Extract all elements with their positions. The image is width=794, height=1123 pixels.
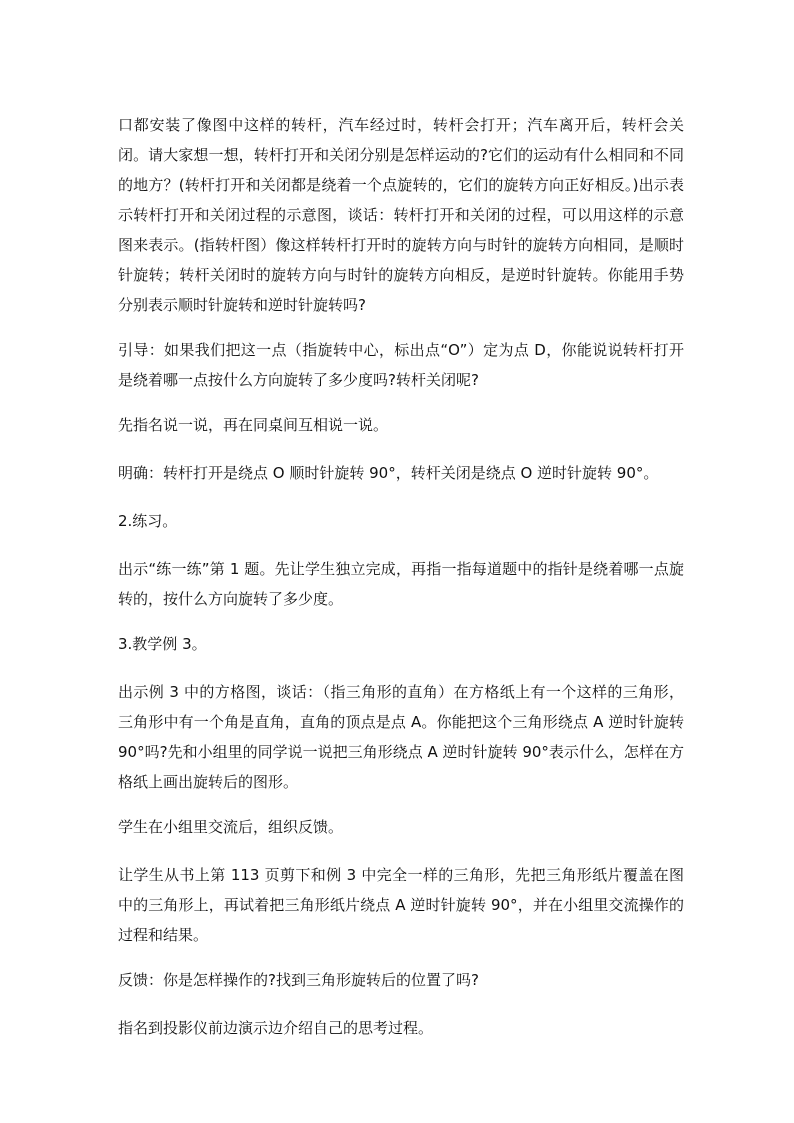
paragraph-practice-task: 出示“练一练”第 1 题。先让学生独立完成，再指一指每道题中的指针是绕着哪一点旋转的，按什么方向旋转了多少度。 [118, 560, 684, 608]
paragraph-example3-heading: 3.教学例 3。 [118, 635, 207, 653]
paragraph-example3-grid: 出示例 3 中的方格图，谈话：（指三角形的直角）在方格纸上有一个这样的三角形，三角形中有一个角是直角，直角的顶点是点 A。你能把这个三角形绕点 A 逆时针旋转 90°吗?先和小组里的同学说一说把三角形绕点 A 逆时针旋转 90°表示什么，怎样在方格纸上画出旋转后的图形。 [118, 683, 684, 791]
paragraph-pair-discussion: 先指名说一说，再在同桌间互相说一说。 [118, 416, 389, 434]
paragraph-projector-demo: 指名到投影仪前边演示边介绍自己的思考过程。 [118, 1019, 434, 1037]
paragraph-feedback-question: 反馈：你是怎样操作的?找到三角形旋转后的位置了吗? [118, 971, 479, 989]
paragraph-group-feedback: 学生在小组里交流后，组织反馈。 [118, 818, 344, 836]
paragraph-cutout-task: 让学生从书上第 113 页剪下和例 3 中完全一样的三角形，先把三角形纸片覆盖在图中的三角形上，再试着把三角形纸片绕点 A 逆时针旋转 90°，并在小组里交流操作的过程和结果。 [118, 866, 684, 944]
paragraph-turnstile-intro: 口都安装了像图中这样的转杆，汽车经过时，转杆会打开；汽车离开后，转杆会关闭。请大家想一想，转杆打开和关闭分别是怎样运动的?它们的运动有什么相同和不同的地方？(转杆打开和关闭都是绕着一个点旋转的，它们的旋转方向正好相反。)出示表示转杆打开和关闭过程的示意图，谈话：转杆打开和关闭的过程，可以用这样的示意图来表示。(指转杆图）像这样转杆打开时的旋转方向与时针的旋转方向相同，是顺时针旋转；转杆关闭时的旋转方向与时针的旋转方向相反，是逆时针旋转。你能用手势分别表示顺时针旋转和逆时针旋转吗? [118, 116, 684, 314]
paragraph-clarify: 明确：转杆打开是绕点 O 顺时针旋转 90°，转杆关闭是绕点 O 逆时针旋转 90°。 [118, 464, 659, 482]
paragraph-practice-heading: 2.练习。 [118, 512, 178, 530]
paragraph-guide-question: 引导：如果我们把这一点（指旋转中心，标出点“O”）定为点 D，你能说说转杆打开是绕着哪一点按什么方向旋转了多少度吗?转杆关闭呢? [118, 341, 684, 389]
document-body [118, 110, 684, 1061]
